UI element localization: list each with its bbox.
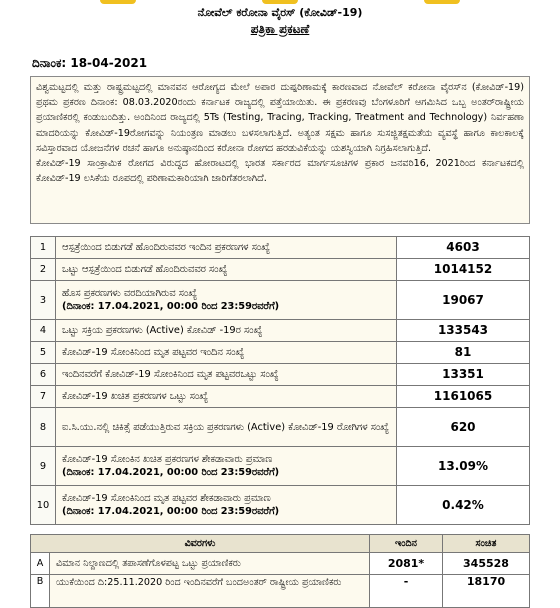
row-label: ಕೋವಿಡ್-19 ಖಚಿತ ಪ್ರಕರಣಗಳ ಒಟ್ಟು ಸಂಖ್ಯೆ <box>56 386 397 408</box>
row-cumulative-value: 345528 <box>443 553 530 575</box>
decoration-mark <box>262 0 298 4</box>
row-label: ಕೋವಿಡ್-19 ಸೋಂಕಿನಿಂದ ಮೃತ ಪಟ್ಟವರ ಇಂದಿನ ಸಂಖ್ಯೆ <box>56 342 397 364</box>
row-label: ಹೊಸ ಪ್ರಕರಣಗಳು ವರದಿಯಾಗಿರುವ ಸಂಖ್ಯೆ <box>62 288 198 299</box>
row-label: ಕೋವಿಡ್-19 ಸೋಂಕಿನಿಂದ ಮೃತ ಪಟ್ಟವರ ಶೇಕಡಾವಾರು ಪ್ರಮಾಣ <box>62 493 271 504</box>
row-value: 133543 <box>397 320 530 342</box>
row-date-range: (ದಿನಾಂಕ: 17.04.2021, 00:00 ರಿಂದ 23:59ರವರೆಗೆ) <box>62 506 280 517</box>
row-label: ಐ.ಸಿ.ಯು.ನಲ್ಲಿ ಚಿಕಿತ್ಸೆ ಪಡೆಯುತ್ತಿರುವ ಸಕ್ರಿಯ ಪ್ರಕರಣಗಳು (Active) ಕೋವಿಡ್-19 ರೋಗಿಗಳ ಸಂಖ್ಯೆ <box>56 408 397 447</box>
row-number: 1 <box>31 237 56 259</box>
decoration-mark <box>424 0 460 4</box>
table-row <box>31 575 530 608</box>
table-row <box>31 281 530 320</box>
row-cumulative-value: 18170 <box>443 575 530 608</box>
row-label: ಆಸ್ಪತ್ರೆಯಿಂದ ಬಿಡುಗಡೆ ಹೊಂದಿರುವವರ ಇಂದಿನ ಪ್ರಕರಣಗಳ ಸಂಖ್ಯೆ <box>56 237 397 259</box>
row-description: ವಿಮಾನ ನಿಲ್ದಾಣದಲ್ಲಿ ತಪಾಸಣೆಗೊಳಪಟ್ಟ ಒಟ್ಟು ಪ್ರಯಾಣಿಕರು <box>50 553 370 575</box>
intro-paragraph-2: ಕೋವಿಡ್-19 ಸಾಂಕ್ರಾಮಿಕ ರೋಗದ ವಿರುದ್ಧದ ಹೋರಾಟದಲ್ಲಿ ಭಾರತ ಸರ್ಕಾರದ ಮಾರ್ಗಸೂಚಿಗಳ ಪ್ರಕಾರ ಜನವರಿ16, 2021ರಿಂದ ಕರ್ನಾಟಕದಲ್ಲಿ ಕೋವಿಡ್-19 ಲಸಿಕೆಯ ರೂಪದಲ್ಲಿ ಪರಿಣಾಮಕಾರಿಯಾಗಿ ಜಾರಿಗೆತರಲಾಗಿದೆ. <box>36 158 524 185</box>
decoration-mark <box>100 0 136 4</box>
row-value: 1014152 <box>397 259 530 281</box>
row-number: 2 <box>31 259 56 281</box>
row-label-cell <box>56 281 397 320</box>
row-number: 10 <box>31 486 56 525</box>
row-value: 620 <box>397 408 530 447</box>
table-row <box>31 408 530 447</box>
row-label-cell <box>56 447 397 486</box>
table-row <box>31 342 530 364</box>
row-number: 3 <box>31 281 56 320</box>
column-header-details: ವಿವರಗಳು <box>31 535 370 553</box>
row-label: ಕೋವಿಡ್-19 ಸೋಂಕಿನ ಖಚಿತ ಪ್ರಕರಣಗಳ ಶೇಕಡಾವಾರು ಪ್ರಮಾಣ <box>62 454 273 465</box>
row-date-range: (ದಿನಾಂಕ: 17.04.2021, 00:00 ರಿಂದ 23:59ರವರೆಗೆ) <box>62 467 280 478</box>
row-value: 4603 <box>397 237 530 259</box>
row-value: 81 <box>397 342 530 364</box>
document-title: ಪತ್ರಿಕಾ ಪ್ರಕಟಣೆ <box>250 22 310 36</box>
row-label: ಒಟ್ಟು ಸಕ್ರಿಯ ಪ್ರಕರಣಗಳು (Active) ಕೋವಿಡ್ -19ರ ಸಂಖ್ಯೆ <box>56 320 397 342</box>
table-row <box>31 553 530 575</box>
table-row <box>31 237 530 259</box>
row-number: 9 <box>31 447 56 486</box>
row-label: ಒಟ್ಟು ಆಸ್ಪತ್ರೆಯಿಂದ ಬಿಡುಗಡೆ ಹೊಂದಿರುವವರ ಸಂಖ್ಯೆ <box>56 259 397 281</box>
row-label: ಇಂದಿನವರೆಗೆ ಕೋವಿಡ್-19 ಸೋಂಕಿನಿಂದ ಮೃತ ಪಟ್ಟವರಒಟ್ಟು ಸಂಖ್ಯೆ <box>56 364 397 386</box>
row-number: 4 <box>31 320 56 342</box>
table-row <box>31 364 530 386</box>
intro-box <box>30 76 530 224</box>
row-number: 7 <box>31 386 56 408</box>
row-value: 13351 <box>397 364 530 386</box>
row-number: 6 <box>31 364 56 386</box>
row-value: 1161065 <box>397 386 530 408</box>
table-row <box>31 486 530 525</box>
row-description: ಯುಕೆಯಿಂದ ದಿ:25.11.2020 ರಿಂದ ಇಂದಿನವರೆಗೆ ಬಂದಅಂತರ್ ರಾಷ್ಟ್ರೀಯ ಪ್ರಯಾಣಿಕರು <box>50 575 370 608</box>
row-today-value: - <box>370 575 443 608</box>
row-letter: A <box>31 553 50 575</box>
summary-table <box>30 534 530 608</box>
row-letter: B <box>31 575 50 608</box>
row-number: 8 <box>31 408 56 447</box>
row-value: 19067 <box>397 281 530 320</box>
document-subtitle: ನೋವೆಲ್ ಕರೋನಾ ವೈರಸ್ (ಕೋವಿಡ್-19) <box>197 6 363 19</box>
row-number: 5 <box>31 342 56 364</box>
table-row <box>31 320 530 342</box>
column-header-today: ಇಂದಿನ <box>370 535 443 553</box>
row-value: 0.42% <box>397 486 530 525</box>
table-row <box>31 259 530 281</box>
intro-paragraph-1: ವಿಶ್ವಮಟ್ಟದಲ್ಲಿ ಮತ್ತು ರಾಷ್ಟ್ರಮಟ್ಟದಲ್ಲಿ ಮಾನವನ ಆರೋಗ್ಯದ ಮೇಲೆ ಅಪಾರ ದುಷ್ಪರಿಣಾಮಕ್ಕೆ ಕಾರಣವಾದ ನೋವೆಲ್ ಕರೋನಾ ವೈರಸ್‌ನ (ಕೋವಿಡ್-19) ಪ್ರಥಮ ಪ್ರಕರಣ ದಿನಾಂಕ: 08.03.2020ರಂದು ಕರ್ನಾಟಕ ರಾಜ್ಯದಲ್ಲಿ ಪತ್ತೆಯಾಯಿತು. ಈ ಪ್ರಕರಣವು ಬೆಂಗಳೂರಿಗೆ ಆಗಮಿಸಿದ ಒಬ್ಬ ಅಂತರ್‌ರಾಷ್ಟ್ರೀಯ ಪ್ರಯಾಣಿಕರಲ್ಲಿ ಕಂಡುಬಂದಿತ್ತು. ಅಂದಿನಿಂದ ರಾಜ್ಯದಲ್ಲಿ 5Ts (Testing, Tracing, Tracking, Treatment and Technology) ನಿರ್ವಹಣಾ ಮಾದರಿಯನ್ನು ಕೋವಿಡ್-19ರೋಗವನ್ನು ನಿಯಂತ್ರಣ ಮಾಡಲು ಬಳಸಲಾಗುತ್ತಿದೆ. ಅತ್ಯಂತ ಸಕ್ಷಮ ಹಾಗೂ ಸುಸಜ್ಜಿತಕ್ಷಮತೆಯ ವ್ಯವಸ್ಥೆ ಹಾಗೂ ಕಾಲಕಾಲಕ್ಕೆ ಸವಿಸ್ತಾರವಾದ ಯೋಜನೆಗಳ ರಚನೆ ಹಾಗೂ ಅನುಷ್ಠಾನದಿಂದ ಕರೋನಾ ರೋಗದ ಹರಡುವಿಕೆಯನ್ನು ಯಶಸ್ವಿಯಾಗಿ ನಿಗ್ರಹಿಸಲಾಗುತ್ತಿದೆ. <box>36 82 524 154</box>
summary-header-row <box>31 535 530 553</box>
row-value: 13.09% <box>397 447 530 486</box>
row-date-range: (ದಿನಾಂಕ: 17.04.2021, 00:00 ರಿಂದ 23:59ರವರೆಗೆ) <box>62 301 280 312</box>
row-today-value: 2081* <box>370 553 443 575</box>
header-decoration <box>0 0 560 5</box>
table-row <box>31 386 530 408</box>
column-header-cumulative: ಸಂಚಿತ <box>443 535 530 553</box>
date-line: ದಿನಾಂಕ: 18-04-2021 <box>32 56 148 70</box>
row-label-cell <box>56 486 397 525</box>
statistics-table <box>30 236 530 525</box>
table-row <box>31 447 530 486</box>
